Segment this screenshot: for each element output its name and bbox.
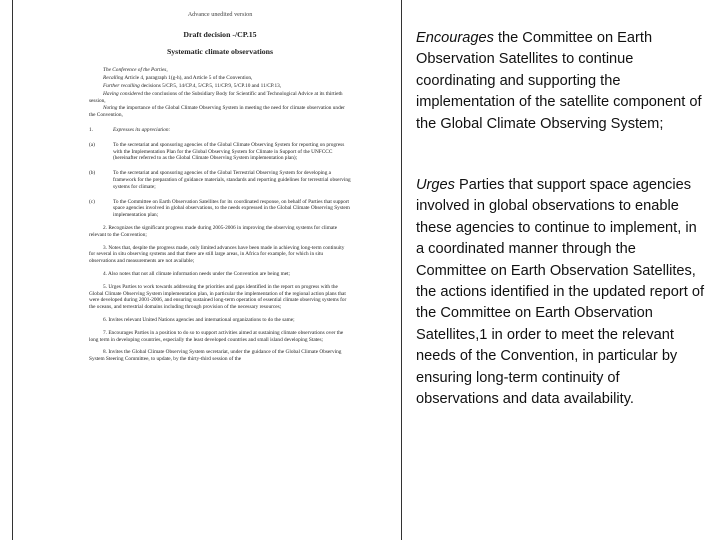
document-content: [89, 6, 351, 363]
paragraph-text: Urges Parties to work towards addressing the priorities and gaps identified in the report on progress with the Global Climate Observing System implementation plan, in particular the implementation of the regional action plans that were developed during 2001-2006, and ensuring sustained long-term operation of essential climate observing systems for the oceans, and terrestrial domains including through provision of the necessary resources;: [89, 283, 347, 311]
document-subtitle: Systematic climate observations: [166, 46, 274, 56]
preamble-text: Article 4, paragraph 1(g-h), and Article 5 of the Convention,: [124, 75, 253, 82]
paragraph-4: [89, 271, 351, 278]
document-title: Draft decision -/CP.15: [183, 29, 257, 39]
paragraph-text: Recognizes the significant progress made during 2005-2006 in improving the observing systems for climate relevant to the Convention;: [89, 224, 338, 238]
document-header: Advance unedited version: [187, 11, 253, 18]
paragraph-number: 5.: [103, 283, 107, 290]
preamble-lead: Noting: [103, 105, 118, 112]
highlight-lead: Urges: [416, 177, 455, 194]
paragraph-text: Also notes that not all climate information needs under the Convention are being met;: [108, 270, 290, 277]
paragraph-number: 2.: [103, 224, 107, 231]
preamble-text: the importance of the Global Climate Observing System in meeting the need for climate observation under the Convention,: [89, 105, 345, 119]
highlight-paragraph-1: [416, 28, 706, 135]
highlight-body: Parties that support space agencies involved in global observations to enable these agencies to continue to implement, in a coordinated manner through the Committee on Earth Observation Satellites, the actions identified in the updated report of the Committee on Earth Observation Satellites,1 in order to meet the relevant needs of the Convention, in particular by ensuring long-term continuity of observations and data availability.: [416, 177, 705, 408]
paragraph-number: 3.: [103, 244, 107, 251]
paragraph-3: [89, 245, 351, 265]
paragraph-number: 7.: [103, 329, 107, 336]
paragraph-number: 4.: [103, 270, 107, 277]
subitem-text: To the secretariat and sponsoring agencies of the Global Climate Observing System for reporting on progress with the Implementation Plan for the Global Observing System for Climate in Support of the UNFCCC (hereinafter referred to as the Global Climate Observing System implementation plan);: [113, 141, 345, 162]
paragraph-text: Expresses its appreciation:: [113, 126, 171, 133]
paragraph-number: 6.: [103, 316, 107, 323]
paragraph-number: 1.: [89, 126, 93, 133]
preamble-3: [89, 91, 351, 105]
preamble-1: [89, 75, 351, 82]
document-page: [12, 0, 402, 540]
preamble-text: decisions 5/CP.5, 14/CP.4, 5/CP.5, 11/CP.9, 5/CP.10 and 11/CP.13,: [141, 82, 282, 89]
paragraph-text: Encourages Parties in a position to do so to support activities aimed at sustaining climate observations over the long term in developing countries, especially the least developed countries and small island developing States;: [89, 329, 344, 343]
paragraph-text: Invites relevant United Nations agencies and international organizations to do the same;: [108, 316, 295, 323]
preamble-lead: Further recalling: [103, 82, 140, 89]
paragraph-1: [89, 127, 351, 134]
preamble-lead: The Conference of the Parties,: [103, 67, 168, 74]
paragraph-2: [89, 225, 351, 239]
subitem-label: (c): [89, 198, 95, 205]
subitem-text: To the Committee on Earth Observation Satellites for its coordinated response, on behalf of Parties that support space agencies involved in global observations, to the needs expressed in the Global Climate Observing System implementation plan;: [113, 198, 350, 219]
paragraph-text: Invites the Global Climate Observing System secretariat, under the guidance of the Global Climate Observing System Steering Committee, to update, by the thirty-third session of the: [89, 349, 342, 363]
paragraph-7: [89, 330, 351, 344]
preamble-text: the conclusions of the Subsidiary Body for Scientific and Technological Advice at its thirtieth session,: [89, 90, 343, 104]
paragraph-6: [89, 317, 351, 324]
subitem-a: [89, 142, 351, 162]
subitem-c: [89, 199, 351, 219]
subitem-b: [89, 170, 351, 190]
highlight-text: [416, 28, 706, 411]
subitem-text: To the secretariat and sponsoring agencies of the Global Terrestrial Observing System for developing a framework for the preparation of guidance materials, standards and reporting guidelines for terrestrial observing systems for climate;: [113, 170, 351, 190]
subitem-label: (b): [89, 170, 96, 177]
preamble-4: [89, 105, 351, 119]
paragraph-8: [89, 349, 351, 363]
paragraph-5: [89, 284, 351, 311]
preamble-0: [89, 67, 351, 74]
paragraph-number: 8.: [103, 349, 107, 356]
paragraph-text: Notes that, despite the progress made, only limited advances have been made in achieving long-term continuity for several in situ observing systems and that there are still large areas, in Africa for example, for which in situ observations and measurements are not available;: [89, 244, 345, 265]
highlight-body: the Committee on Earth Observation Satellites to continue coordinating and supporting the implementation of the satellite component of the Global Climate Observing System;: [416, 30, 702, 132]
highlight-lead: Encourages: [416, 30, 494, 46]
preamble-2: [89, 83, 351, 90]
subitem-label: (a): [89, 141, 95, 148]
preamble-lead: Having considered: [103, 90, 143, 97]
preamble-lead: Recalling: [103, 75, 124, 82]
highlight-paragraph-2: [416, 175, 706, 410]
